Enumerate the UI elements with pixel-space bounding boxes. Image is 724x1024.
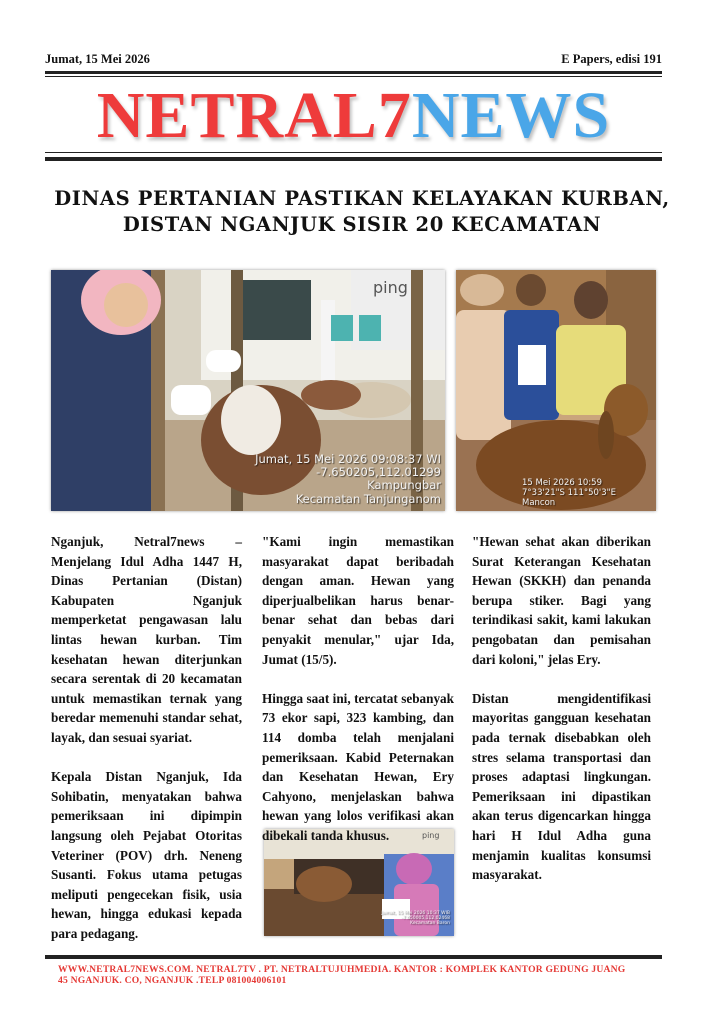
stamp-line: -7.650005,112.02468 xyxy=(401,916,450,922)
edition-number: E Papers, edisi 191 xyxy=(561,52,662,66)
article-paragraph xyxy=(262,532,454,669)
stamp-line: -7.650205,112.01299 xyxy=(316,465,441,480)
side-photo-timestamp xyxy=(522,479,616,508)
footer-rule xyxy=(45,955,662,959)
stamp-line: Kecamatan Tanjunganom xyxy=(295,491,441,506)
stamp-line: Mancon xyxy=(522,497,556,508)
masthead-rule-thick xyxy=(45,157,662,161)
headline-line-1: DINAS PERTANIAN PASTIKAN KELAYAKAN KURBAN, xyxy=(54,187,670,210)
footer-line-1: WWW.NETRAL7NEWS.COM. NETRAL7TV . PT. NETRALTUJUHMEDIA. KANTOR : KOMPLEK KANTOR GEDUNG JUANG xyxy=(58,964,626,975)
quote-text: "Kami ingin memastikan masyarakat dapat beribadah dengan aman. Hewan yang diperjualbelikan harus benar-benar sehat dan bebas dari penyakit menular," ujar Ida, Jumat (15/5). xyxy=(262,534,454,667)
main-photo xyxy=(51,270,445,511)
headline xyxy=(30,186,694,238)
article-paragraph: Hingga saat ini, tercatat sebanyak 73 ekor sapi, 323 kambing, dan 114 domba telah menjalani pemeriksaan. Kabid Peternakan dan Kesehatan Hewan, Ery Cahyono, menjelaskan bahwa hewan yang lolos verifikasi akan dibekali tanda khusus. xyxy=(262,690,454,843)
issue-bar xyxy=(45,52,662,68)
article-column-1 xyxy=(51,532,242,963)
stamp-line: Jumat, 15 Mei 2026 10:37 WIB xyxy=(381,911,450,916)
main-photo-sign xyxy=(373,279,408,297)
side-photo xyxy=(456,270,656,511)
stamp-line: Jumat, 15 Mei 2026 09:08:37 WI xyxy=(255,452,441,466)
masthead-logo xyxy=(45,80,662,152)
footer-contact xyxy=(58,965,662,986)
article-paragraph: Distan mengidentifikasi mayoritas gangguan kesehatan pada ternak disebabkan oleh stres selama transportasi dan proses adaptasi lingkungan. Pemeriksaan ini dipastikan akan terus digencarkan hingga hari H Idul Adha guna menjamin kualitas konsumsi masyarakat. xyxy=(472,690,651,883)
article-paragraph: Kepala Distan Nganjuk, Ida Sohibatin, menyatakan bahwa pemeriksaan ini dipimpin langsung oleh Pejabat Otoritas Veteriner (POV) drh. Neneng Susanti. Fokus utama petugas meliputi pengecekan fisik, usia hewan, hingga edukasi kepada para pedagang. xyxy=(51,769,242,941)
headline-line-2: DISTAN NGANJUK SISIR 20 KECAMATAN xyxy=(122,213,602,236)
main-photo-timestamp xyxy=(255,453,441,506)
top-rule-thick xyxy=(45,71,662,74)
sign-text: ping xyxy=(373,278,408,297)
article-paragraph: "Hewan sehat akan diberikan Surat Keterangan Kesehatan Hewan (SKKH) dan penanda berupa stiker. Bagi yang terindikasi sakit, kami lakukan pengobatan dan pemisahan dari koloni," jelas Ery. xyxy=(472,534,651,667)
masthead-part-blue: NEWS xyxy=(411,79,611,152)
sign-text: ping xyxy=(422,831,440,840)
article-column-2 xyxy=(262,532,454,865)
stamp-line: Kampungbar xyxy=(367,478,441,493)
masthead-rule-thin xyxy=(45,152,662,153)
stamp-line: Kecamatan Baron xyxy=(410,921,450,927)
article-paragraph: Nganjuk, Netral7news – Menjelang Idul Adha 1447 H, Dinas Pertanian (Distan) Kabupaten Nganjuk memperketat pengawasan lalu lintas hewan kurban. Tim kesehatan hewan diterjunkan secara serentak di 20 kecamatan untuk memastikan ternak yang beredar memenuhi standar sehat, layak, dan sesuai syariat. xyxy=(51,534,242,745)
footer-line-2: 45 NGANJUK. CO, NGANJUK .TELP 081004006101 xyxy=(58,974,287,986)
stamp-line: 15 Mei 2026 10:59 xyxy=(522,478,602,488)
issue-date: Jumat, 15 Mei 2026 xyxy=(45,52,150,66)
article-column-3 xyxy=(472,532,651,904)
stamp-line: 7°33'21"S 111°50'3"E xyxy=(522,487,616,498)
masthead-part-red: NETRAL7 xyxy=(96,79,412,152)
top-rule-thin xyxy=(45,76,662,77)
inline-photo-timestamp xyxy=(381,911,450,927)
